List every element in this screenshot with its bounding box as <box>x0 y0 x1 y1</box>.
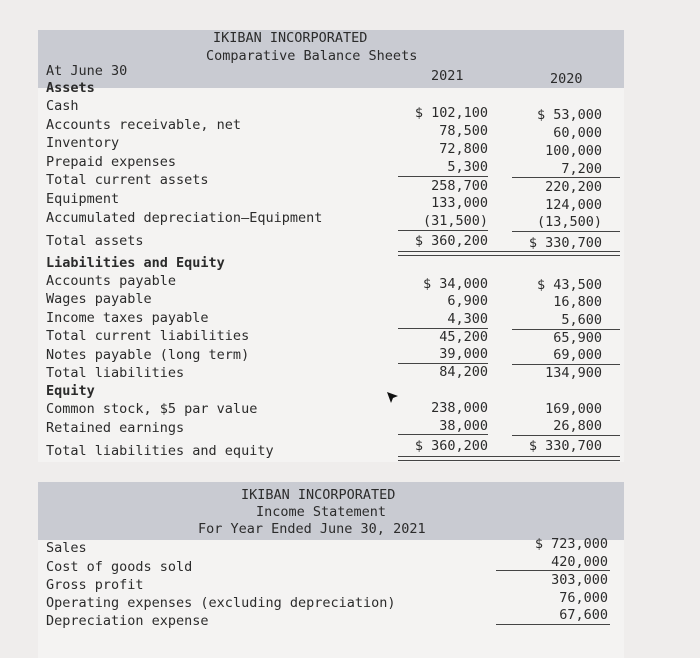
tca-2020: 220,200 <box>545 179 602 195</box>
notes-2021: 39,000 <box>439 346 488 362</box>
rule <box>512 435 620 436</box>
is-period: For Year Ended June 30, 2021 <box>198 521 426 537</box>
total-assets-2021: $ 360,200 <box>414 233 488 249</box>
dep-value: 67,600 <box>559 607 608 623</box>
total-le-2021: $ 360,200 <box>414 438 488 454</box>
bs-year-2021: 2021 <box>431 68 464 84</box>
row-label-retained: Retained earnings <box>46 420 185 436</box>
total-liab-2020: 134,900 <box>545 365 602 381</box>
common-stock-2020: 169,000 <box>545 401 602 417</box>
row-label-wages: Wages payable <box>46 291 152 307</box>
bs-year-2020: 2020 <box>550 71 583 87</box>
rule <box>398 434 488 435</box>
row-label-total-le: Total liabilities and equity <box>46 443 274 459</box>
double-rule <box>398 456 620 461</box>
inventory-2021: 72,800 <box>439 141 488 157</box>
taxes-2020: 5,600 <box>561 312 602 328</box>
prepaid-2020: 7,200 <box>561 161 602 177</box>
is-title: Income Statement <box>256 504 387 520</box>
equity-heading: Equity <box>46 383 95 399</box>
is-row-label-sales: Sales <box>46 540 87 556</box>
ar-2021: 78,500 <box>439 123 488 139</box>
tca-2021: 258,700 <box>431 178 488 194</box>
rule <box>398 176 488 177</box>
total-liab-2021: 84,200 <box>439 364 488 380</box>
row-label-prepaid: Prepaid expenses <box>46 154 177 170</box>
bs-date-label: At June 30 <box>46 63 128 79</box>
total-assets-2020: $ 330,700 <box>528 235 602 251</box>
row-label-accum-dep: Accumulated depreciation—Equipment <box>46 210 323 226</box>
row-label-ar: Accounts receivable, net <box>46 117 242 133</box>
equipment-2020: 124,000 <box>545 197 602 213</box>
accum-dep-2020: (13,500) <box>536 214 602 230</box>
inventory-2020: 100,000 <box>545 143 602 159</box>
row-label-equipment: Equipment <box>46 191 120 207</box>
rule <box>512 177 620 178</box>
is-row-label-gross: Gross profit <box>46 577 144 593</box>
row-label-inventory: Inventory <box>46 135 120 151</box>
equipment-2021: 133,000 <box>431 195 488 211</box>
mouse-pointer-icon <box>386 391 400 407</box>
row-label-total-liab: Total liabilities <box>46 365 185 381</box>
row-label-notes: Notes payable (long term) <box>46 347 250 363</box>
prepaid-2021: 5,300 <box>447 159 488 175</box>
wages-2020: 16,800 <box>553 294 602 310</box>
assets-heading: Assets <box>46 80 95 96</box>
row-label-cash: Cash <box>46 98 79 114</box>
wages-2021: 6,900 <box>447 293 488 309</box>
is-company: IKIBAN INCORPORATED <box>241 487 396 503</box>
sales-value: $ 723,000 <box>534 536 608 552</box>
row-label-common-stock: Common stock, $5 par value <box>46 401 258 417</box>
retained-2020: 26,800 <box>553 418 602 434</box>
is-row-label-cogs: Cost of goods sold <box>46 559 193 575</box>
row-label-taxes: Income taxes payable <box>46 310 209 326</box>
accum-dep-2021: (31,500) <box>422 213 488 229</box>
gross-value: 303,000 <box>551 572 608 588</box>
taxes-2021: 4,300 <box>447 311 488 327</box>
ar-2020: 60,000 <box>553 125 602 141</box>
rule <box>496 624 610 625</box>
tcl-2020: 65,900 <box>553 330 602 346</box>
tcl-2021: 45,200 <box>439 329 488 345</box>
row-label-total-assets: Total assets <box>46 233 144 249</box>
bs-company: IKIBAN INCORPORATED <box>213 30 368 46</box>
rule <box>496 570 610 571</box>
rule <box>398 230 488 231</box>
row-label-tcl: Total current liabilities <box>46 328 250 344</box>
bs-title: Comparative Balance Sheets <box>206 48 418 64</box>
notes-2020: 69,000 <box>553 347 602 363</box>
cogs-value: 420,000 <box>551 554 608 570</box>
row-label-tca: Total current assets <box>46 172 209 188</box>
opex-value: 76,000 <box>559 590 608 606</box>
row-label-ap: Accounts payable <box>46 273 177 289</box>
double-rule <box>398 251 620 256</box>
rule <box>512 231 620 232</box>
cash-2020: $ 53,000 <box>536 107 602 123</box>
common-stock-2021: 238,000 <box>431 400 488 416</box>
is-row-label-dep: Depreciation expense <box>46 613 209 629</box>
ap-2021: $ 34,000 <box>422 276 488 292</box>
cash-2021: $ 102,100 <box>414 105 488 121</box>
total-le-2020: $ 330,700 <box>528 438 602 454</box>
is-row-label-opex: Operating expenses (excluding depreciation) <box>46 595 396 611</box>
liab-heading: Liabilities and Equity <box>46 255 225 271</box>
ap-2020: $ 43,500 <box>536 277 602 293</box>
retained-2021: 38,000 <box>439 418 488 434</box>
